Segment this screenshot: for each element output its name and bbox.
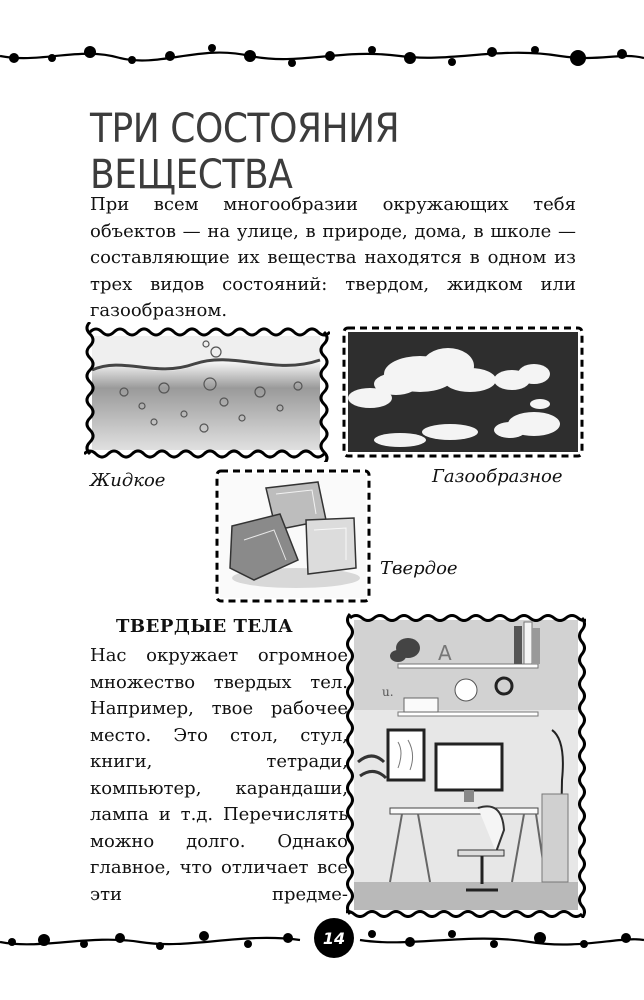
- gas-clouds-photo: [340, 322, 586, 462]
- top-bead-border: [0, 36, 644, 76]
- title-line-1: ТРИ СОСТОЯНИЯ: [90, 106, 400, 152]
- solid-ice-photo: [214, 468, 372, 604]
- section-heading: ТВЕРДЫЕ ТЕЛА: [116, 616, 294, 637]
- intro-paragraph: При всем многообразии окружающих тебя объектов — на улице, в природе, дома, в школе — составляющие их вещества находятся в одном из трех видов состояний: твердом, жидком или газообразном.: [90, 194, 576, 321]
- wall-letter-u: u.: [382, 685, 394, 699]
- section-body: Нас окружает огромное множество твердых тел. Например, твое рабочее место. Это стол, стул, книги, тетради, компьютер, карандаши, лампа и т.д. Перечислять можно долго. Однако главное, что отличает все эти предме-: [90, 645, 348, 905]
- caption-gas: Газообразное: [432, 466, 563, 487]
- caption-liquid: Жидкое: [90, 470, 166, 491]
- shelf-letter-a: A: [438, 641, 452, 665]
- page-title: [90, 106, 522, 198]
- desk-workspace-photo: [346, 612, 586, 918]
- title-line-2: ВЕЩЕСТВА: [90, 152, 293, 198]
- page-number: 14: [314, 918, 354, 958]
- liquid-photo: [84, 322, 330, 462]
- caption-solid: Твердое: [380, 558, 458, 579]
